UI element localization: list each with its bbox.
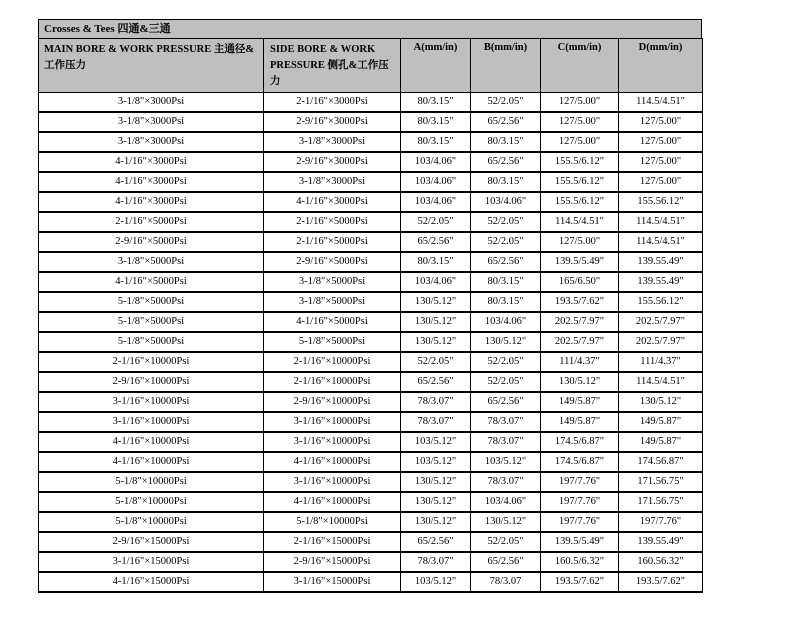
header-row <box>39 39 703 93</box>
c-cell: 197/7.76" <box>541 472 619 492</box>
d-cell: 139.55.49" <box>619 252 703 272</box>
c-cell: 202.5/7.97" <box>541 332 619 352</box>
side-bore-cell: 3-1/8"×5000Psi <box>264 292 401 312</box>
side-bore-cell: 5-1/8"×10000Psi <box>264 512 401 532</box>
b-cell: 80/3.15" <box>471 172 541 192</box>
table-row <box>39 552 703 572</box>
b-cell: 52/2.05" <box>471 532 541 552</box>
c-cell: 149/5.87" <box>541 412 619 432</box>
c-cell: 149/5.87" <box>541 392 619 412</box>
table-row <box>39 212 703 232</box>
a-cell: 78/3.07" <box>401 412 471 432</box>
side-bore-cell: 2-9/16"×3000Psi <box>264 152 401 172</box>
c-cell: 193.5/7.62" <box>541 292 619 312</box>
side-bore-cell: 2-1/16"×15000Psi <box>264 532 401 552</box>
d-cell: 171.56.75" <box>619 472 703 492</box>
d-cell: 127/5.00" <box>619 152 703 172</box>
main-bore-cell: 3-1/16"×10000Psi <box>39 392 264 412</box>
b-cell: 78/3.07" <box>471 412 541 432</box>
d-cell: 127/5.00" <box>619 112 703 132</box>
c-cell: 202.5/7.97" <box>541 312 619 332</box>
d-cell: 114.5/4.51" <box>619 232 703 252</box>
c-cell: 111/4.37" <box>541 352 619 372</box>
side-bore-cell: 3-1/16"×10000Psi <box>264 412 401 432</box>
side-bore-cell: 2-1/16"×10000Psi <box>264 352 401 372</box>
a-cell: 103/4.06" <box>401 272 471 292</box>
spec-table <box>38 38 703 593</box>
side-bore-cell: 3-1/8"×3000Psi <box>264 132 401 152</box>
header-c: C(mm/in) <box>541 39 619 93</box>
c-cell: 127/5.00" <box>541 232 619 252</box>
side-bore-cell: 3-1/8"×5000Psi <box>264 272 401 292</box>
b-cell: 80/3.15" <box>471 272 541 292</box>
c-cell: 127/5.00" <box>541 93 619 113</box>
main-bore-cell: 3-1/8"×5000Psi <box>39 252 264 272</box>
d-cell: 171.56.75" <box>619 492 703 512</box>
a-cell: 103/5.12" <box>401 572 471 592</box>
side-bore-cell: 3-1/16"×10000Psi <box>264 432 401 452</box>
a-cell: 78/3.07" <box>401 392 471 412</box>
a-cell: 80/3.15" <box>401 112 471 132</box>
c-cell: 155.5/6.12" <box>541 192 619 212</box>
main-bore-cell: 4-1/16"×3000Psi <box>39 172 264 192</box>
a-cell: 130/5.12" <box>401 492 471 512</box>
c-cell: 165/6.50" <box>541 272 619 292</box>
side-bore-cell: 3-1/8"×3000Psi <box>264 172 401 192</box>
d-cell: 155.56.12" <box>619 192 703 212</box>
b-cell: 103/4.06" <box>471 312 541 332</box>
a-cell: 103/5.12" <box>401 452 471 472</box>
a-cell: 103/4.06" <box>401 152 471 172</box>
main-bore-cell: 2-9/16"×10000Psi <box>39 372 264 392</box>
a-cell: 52/2.05" <box>401 212 471 232</box>
d-cell: 197/7.76" <box>619 512 703 532</box>
table-row <box>39 312 703 332</box>
a-cell: 103/4.06" <box>401 172 471 192</box>
d-cell: 139.55.49" <box>619 272 703 292</box>
d-cell: 149/5.87" <box>619 412 703 432</box>
a-cell: 130/5.12" <box>401 472 471 492</box>
side-bore-cell: 4-1/16"×10000Psi <box>264 452 401 472</box>
sheet-title: Crosses & Tees 四通&三通 <box>38 19 702 38</box>
main-bore-cell: 3-1/8"×3000Psi <box>39 132 264 152</box>
c-cell: 155.5/6.12" <box>541 152 619 172</box>
b-cell: 78/3.07" <box>471 432 541 452</box>
table-row <box>39 192 703 212</box>
table-row <box>39 572 703 592</box>
b-cell: 78/3.07 <box>471 572 541 592</box>
c-cell: 193.5/7.62" <box>541 572 619 592</box>
main-bore-cell: 3-1/16"×15000Psi <box>39 552 264 572</box>
a-cell: 130/5.12" <box>401 512 471 532</box>
d-cell: 174.56.87" <box>619 452 703 472</box>
a-cell: 130/5.12" <box>401 292 471 312</box>
d-cell: 193.5/7.62" <box>619 572 703 592</box>
b-cell: 65/2.56" <box>471 152 541 172</box>
table-row <box>39 412 703 432</box>
main-bore-cell: 4-1/16"×15000Psi <box>39 572 264 592</box>
b-cell: 78/3.07" <box>471 472 541 492</box>
c-cell: 130/5.12" <box>541 372 619 392</box>
b-cell: 65/2.56" <box>471 112 541 132</box>
header-d: D(mm/in) <box>619 39 703 93</box>
main-bore-cell: 5-1/8"×5000Psi <box>39 332 264 352</box>
d-cell: 149/5.87" <box>619 432 703 452</box>
c-cell: 139.5/5.49" <box>541 252 619 272</box>
b-cell: 130/5.12" <box>471 332 541 352</box>
table-row <box>39 472 703 492</box>
a-cell: 80/3.15" <box>401 93 471 113</box>
b-cell: 80/3.15" <box>471 292 541 312</box>
d-cell: 127/5.00" <box>619 172 703 192</box>
d-cell: 202.5/7.97" <box>619 332 703 352</box>
table-row <box>39 292 703 312</box>
main-bore-cell: 3-1/8"×3000Psi <box>39 93 264 113</box>
table-row <box>39 512 703 532</box>
main-bore-cell: 5-1/8"×5000Psi <box>39 312 264 332</box>
c-cell: 174.5/6.87" <box>541 432 619 452</box>
main-bore-cell: 5-1/8"×10000Psi <box>39 492 264 512</box>
d-cell: 202.5/7.97" <box>619 312 703 332</box>
a-cell: 65/2.56" <box>401 372 471 392</box>
d-cell: 114.5/4.51" <box>619 93 703 113</box>
b-cell: 52/2.05" <box>471 232 541 252</box>
table-row <box>39 232 703 252</box>
b-cell: 65/2.56" <box>471 552 541 572</box>
a-cell: 80/3.15" <box>401 252 471 272</box>
a-cell: 130/5.12" <box>401 332 471 352</box>
table-row <box>39 352 703 372</box>
header-b: B(mm/in) <box>471 39 541 93</box>
side-bore-cell: 4-1/16"×3000Psi <box>264 192 401 212</box>
a-cell: 78/3.07" <box>401 552 471 572</box>
side-bore-cell: 2-1/16"×5000Psi <box>264 212 401 232</box>
c-cell: 127/5.00" <box>541 112 619 132</box>
table-row <box>39 432 703 452</box>
header-a: A(mm/in) <box>401 39 471 93</box>
d-cell: 155.56.12" <box>619 292 703 312</box>
main-bore-cell: 3-1/16"×10000Psi <box>39 412 264 432</box>
b-cell: 65/2.56" <box>471 252 541 272</box>
table-row <box>39 332 703 352</box>
main-bore-cell: 2-1/16"×5000Psi <box>39 212 264 232</box>
table-row <box>39 452 703 472</box>
a-cell: 80/3.15" <box>401 132 471 152</box>
c-cell: 127/5.00" <box>541 132 619 152</box>
b-cell: 52/2.05" <box>471 372 541 392</box>
main-bore-cell: 2-9/16"×15000Psi <box>39 532 264 552</box>
a-cell: 130/5.12" <box>401 312 471 332</box>
header-main-bore: MAIN BORE & WORK PRESSURE 主通径&工作压力 <box>39 39 264 93</box>
main-bore-cell: 2-1/16"×10000Psi <box>39 352 264 372</box>
side-bore-cell: 2-1/16"×10000Psi <box>264 372 401 392</box>
b-cell: 52/2.05" <box>471 352 541 372</box>
table-row <box>39 372 703 392</box>
main-bore-cell: 2-9/16"×5000Psi <box>39 232 264 252</box>
main-bore-cell: 3-1/8"×3000Psi <box>39 112 264 132</box>
side-bore-cell: 2-1/16"×5000Psi <box>264 232 401 252</box>
side-bore-cell: 2-1/16"×3000Psi <box>264 93 401 113</box>
main-bore-cell: 5-1/8"×5000Psi <box>39 292 264 312</box>
main-bore-cell: 4-1/16"×10000Psi <box>39 452 264 472</box>
b-cell: 52/2.05" <box>471 212 541 232</box>
b-cell: 65/2.56" <box>471 392 541 412</box>
c-cell: 160.5/6.32" <box>541 552 619 572</box>
d-cell: 114.5/4.51" <box>619 372 703 392</box>
main-bore-cell: 4-1/16"×10000Psi <box>39 432 264 452</box>
d-cell: 130/5.12" <box>619 392 703 412</box>
main-bore-cell: 4-1/16"×3000Psi <box>39 152 264 172</box>
c-cell: 197/7.76" <box>541 492 619 512</box>
crosses-tees-sheet <box>38 19 702 593</box>
d-cell: 127/5.00" <box>619 132 703 152</box>
main-bore-cell: 5-1/8"×10000Psi <box>39 472 264 492</box>
table-row <box>39 532 703 552</box>
a-cell: 52/2.05" <box>401 352 471 372</box>
table-row <box>39 392 703 412</box>
table-body <box>39 93 703 593</box>
d-cell: 114.5/4.51" <box>619 212 703 232</box>
table-row <box>39 132 703 152</box>
table-row <box>39 492 703 512</box>
b-cell: 130/5.12" <box>471 512 541 532</box>
main-bore-cell: 5-1/8"×10000Psi <box>39 512 264 532</box>
b-cell: 52/2.05" <box>471 93 541 113</box>
c-cell: 155.5/6.12" <box>541 172 619 192</box>
table-row <box>39 252 703 272</box>
side-bore-cell: 2-9/16"×15000Psi <box>264 552 401 572</box>
d-cell: 111/4.37" <box>619 352 703 372</box>
main-bore-cell: 4-1/16"×3000Psi <box>39 192 264 212</box>
table-row <box>39 272 703 292</box>
side-bore-cell: 3-1/16"×10000Psi <box>264 472 401 492</box>
b-cell: 103/4.06" <box>471 492 541 512</box>
table-row <box>39 93 703 113</box>
table-row <box>39 152 703 172</box>
d-cell: 139.55.49" <box>619 532 703 552</box>
side-bore-cell: 2-9/16"×5000Psi <box>264 252 401 272</box>
c-cell: 174.5/6.87" <box>541 452 619 472</box>
header-side-bore: SIDE BORE & WORK PRESSURE 侧孔&工作压力 <box>264 39 401 93</box>
b-cell: 103/4.06" <box>471 192 541 212</box>
side-bore-cell: 3-1/16"×15000Psi <box>264 572 401 592</box>
b-cell: 103/5.12" <box>471 452 541 472</box>
a-cell: 65/2.56" <box>401 232 471 252</box>
c-cell: 197/7.76" <box>541 512 619 532</box>
a-cell: 65/2.56" <box>401 532 471 552</box>
table-row <box>39 112 703 132</box>
main-bore-cell: 4-1/16"×5000Psi <box>39 272 264 292</box>
c-cell: 139.5/5.49" <box>541 532 619 552</box>
side-bore-cell: 4-1/16"×5000Psi <box>264 312 401 332</box>
a-cell: 103/5.12" <box>401 432 471 452</box>
side-bore-cell: 5-1/8"×5000Psi <box>264 332 401 352</box>
side-bore-cell: 2-9/16"×10000Psi <box>264 392 401 412</box>
side-bore-cell: 2-9/16"×3000Psi <box>264 112 401 132</box>
a-cell: 103/4.06" <box>401 192 471 212</box>
b-cell: 80/3.15" <box>471 132 541 152</box>
side-bore-cell: 4-1/16"×10000Psi <box>264 492 401 512</box>
table-row <box>39 172 703 192</box>
d-cell: 160.56.32" <box>619 552 703 572</box>
c-cell: 114.5/4.51" <box>541 212 619 232</box>
